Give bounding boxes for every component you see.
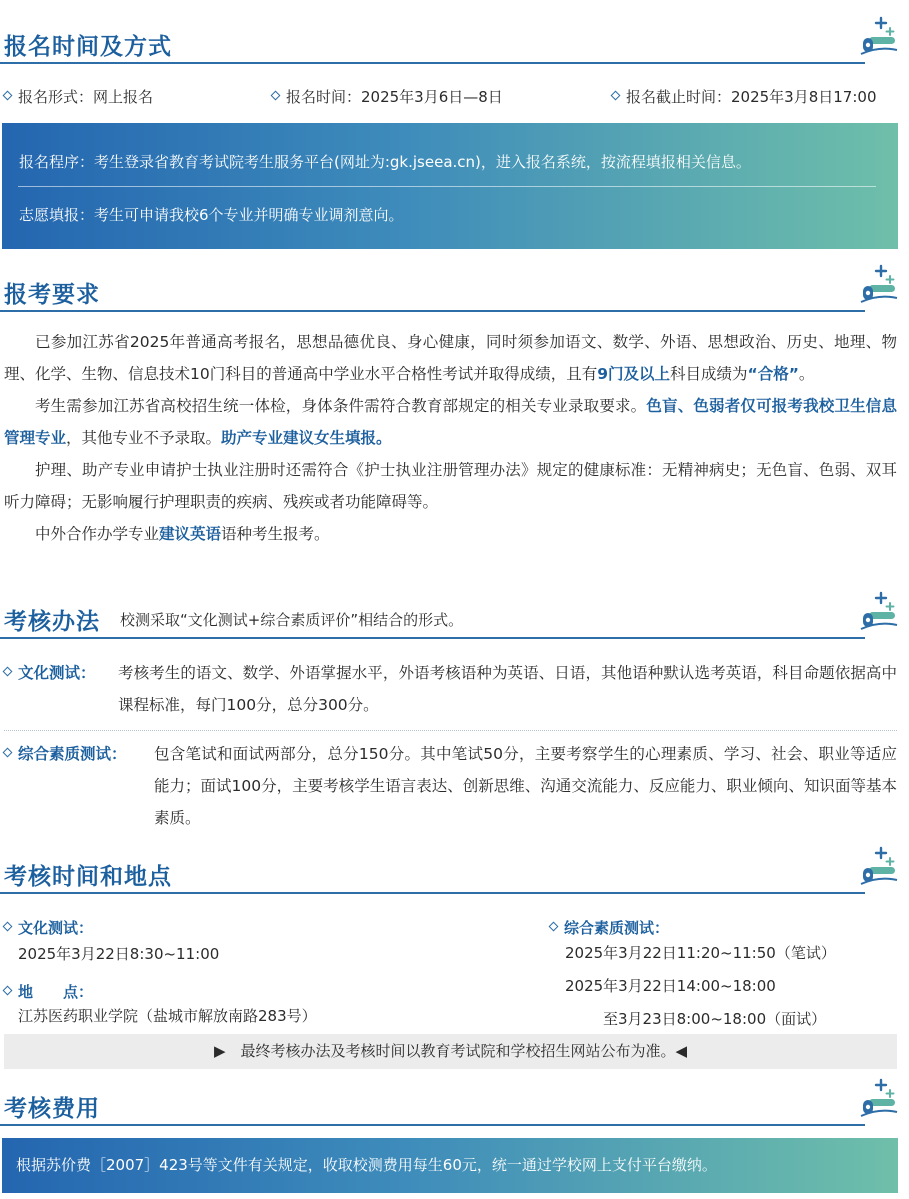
quality-schedule-time-3: 至3月23日8:00~18:00（面试） bbox=[603, 1010, 827, 1028]
section-rule bbox=[0, 892, 865, 894]
quality-test-label: 综合素质测试： bbox=[4, 738, 127, 770]
capsule-plus-icon bbox=[859, 14, 899, 58]
requirement-paragraph-3: 护理、助产专业申请护士执业注册时还需符合《护士执业注册管理办法》规定的健康标准：无精神病史；无色盲、色弱、双耳听力障碍；无影响履行护理职责的疾病、残疾或者功能障碍等。 bbox=[4, 461, 897, 511]
culture-schedule-time: 2025年3月22日8:30~11:00 bbox=[18, 945, 220, 963]
requirement-paragraph-1: 已参加江苏省2025年普通高考报名，思想品德优良、身心健康，同时须参加语文、数学、外语、思想政治、历史、地理、物理、化学、生物、信息技术10门科目的普通高中学业水平合格性考试并取得成绩，且有9门及以上科目成绩为“合格”。 bbox=[4, 333, 897, 383]
registration-time-item: 报名时间：2025年3月6日—8日 bbox=[272, 86, 503, 107]
quality-test-block bbox=[4, 738, 897, 834]
divider bbox=[18, 186, 876, 187]
diamond-bullet-icon bbox=[271, 91, 281, 101]
fee-text-box: 根据苏价费［2007］423号等文件有关规定，收取校测费用每生60元，统一通过学校网上支付平台缴纳。 bbox=[2, 1138, 898, 1193]
section-title: 报考要求 bbox=[4, 282, 100, 308]
culture-schedule-label: 文化测试： bbox=[4, 917, 93, 938]
quality-schedule-time-2: 2025年3月22日14:00~18:00 bbox=[565, 977, 776, 995]
requirement-paragraph-2: 考生需参加江苏省高校招生统一体检，身体条件需符合教育部规定的相关专业录取要求。色盲、色弱者仅可报考我校卫生信息管理专业，其他专业不予录取。助产专业建议女生填报。 bbox=[4, 397, 897, 447]
capsule-plus-icon bbox=[859, 262, 899, 306]
preference-text: 志愿填报：考生可申请我校6个专业并明确专业调剂意向。 bbox=[19, 206, 404, 224]
diamond-bullet-icon bbox=[3, 667, 13, 677]
section-title: 考核办法 bbox=[4, 609, 100, 635]
requirements-body bbox=[4, 326, 897, 550]
requirement-paragraph-4: 中外合作办学专业建议英语语种考生报考。 bbox=[35, 525, 330, 543]
section-rule bbox=[0, 1124, 865, 1126]
quality-schedule-time-1: 2025年3月22日11:20~11:50（笔试） bbox=[565, 944, 836, 962]
dotted-divider bbox=[4, 730, 897, 731]
capsule-plus-icon bbox=[859, 589, 899, 633]
section-title: 报名时间及方式 bbox=[4, 34, 172, 60]
procedure-text: 报名程序：考生登录省教育考试院考生服务平台(网址为:gk.jseea.cn)，进入报名系统，按流程填报相关信息。 bbox=[19, 153, 751, 171]
registration-deadline-item: 报名截止时间：2025年3月8日17:00 bbox=[612, 86, 877, 107]
diamond-bullet-icon bbox=[611, 91, 621, 101]
section-fee-header bbox=[0, 1090, 909, 1130]
quality-test-text: 包含笔试和面试两部分，总分150分。其中笔试50分，主要考察学生的心理素质、学习、社会、职业等适应能力；面试100分，主要考核学生语言表达、创新思维、沟通交流能力、反应能力、职业倾向、知识面等基本素质。 bbox=[154, 745, 897, 827]
section-title: 考核费用 bbox=[4, 1096, 100, 1122]
diamond-bullet-icon bbox=[549, 922, 559, 932]
capsule-plus-icon bbox=[859, 844, 899, 888]
quality-schedule-label: 综合素质测试： bbox=[550, 917, 669, 938]
diamond-bullet-icon bbox=[3, 91, 13, 101]
place-label: 地 点： bbox=[4, 981, 93, 1002]
section-subtitle: 校测采取“文化测试+综合素质评价”相结合的形式。 bbox=[120, 611, 464, 629]
culture-test-block bbox=[4, 657, 897, 721]
section-registration-header bbox=[0, 28, 909, 68]
diamond-bullet-icon bbox=[3, 922, 13, 932]
diamond-bullet-icon bbox=[3, 986, 13, 996]
section-rule bbox=[0, 637, 865, 639]
registration-procedure-box bbox=[2, 123, 898, 249]
schedule-notice-bar: ▶ 最终考核办法及考核时间以教育考试院和学校招生网站公布为准。◀ bbox=[4, 1034, 897, 1069]
section-rule bbox=[0, 310, 865, 312]
section-schedule-header bbox=[0, 858, 909, 898]
section-title: 考核时间和地点 bbox=[4, 864, 172, 890]
registration-form-item: 报名形式：网上报名 bbox=[4, 86, 153, 107]
culture-test-label: 文化测试： bbox=[4, 657, 96, 689]
section-requirements-header bbox=[0, 276, 909, 316]
place-value: 江苏医药职业学院（盐城市解放南路283号） bbox=[18, 1007, 317, 1025]
section-rule bbox=[0, 62, 865, 64]
diamond-bullet-icon bbox=[3, 748, 13, 758]
culture-test-text: 考核考生的语文、数学、外语掌握水平，外语考核语种为英语、日语，其他语种默认选考英语，科目命题依据高中课程标准，每门100分，总分300分。 bbox=[118, 664, 897, 714]
capsule-plus-icon bbox=[859, 1076, 899, 1120]
section-assessment-header bbox=[0, 603, 909, 643]
